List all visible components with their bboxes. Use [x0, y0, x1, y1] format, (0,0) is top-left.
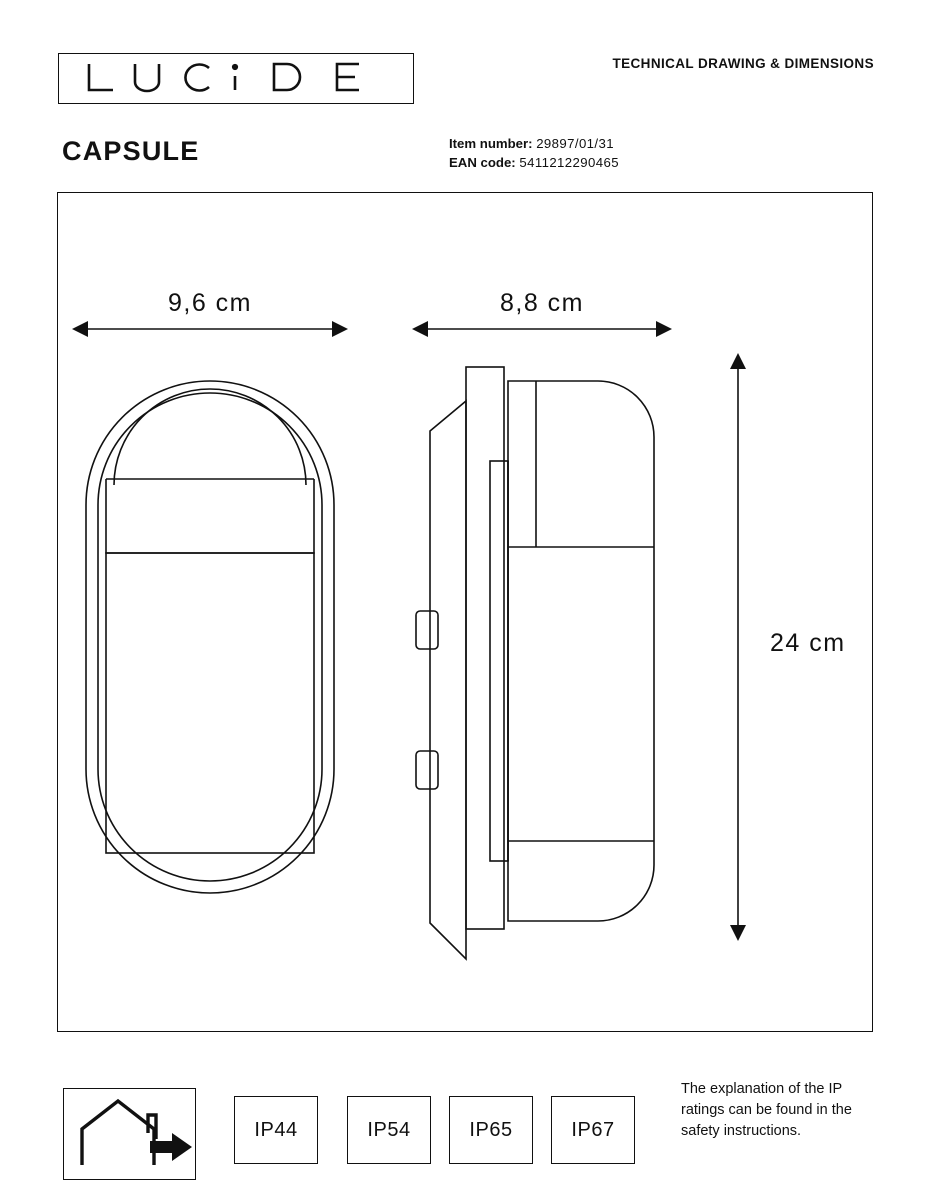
ip-rating-badge-1 — [347, 1096, 431, 1164]
ip-rating-label: IP65 — [469, 1118, 513, 1141]
brand-logo-box — [58, 53, 414, 104]
dimension-height: 24 cm — [770, 629, 846, 657]
house-arrow-icon — [64, 1089, 194, 1178]
ip-rating-badge-2 — [449, 1096, 533, 1164]
drawing-frame — [57, 192, 873, 1032]
item-number-label: Item number: — [449, 136, 533, 151]
ip-explanation-note: The explanation of the IP ratings can be found in the safety instructions. — [681, 1081, 852, 1139]
ean-value: 5411212290465 — [519, 155, 619, 170]
product-meta — [449, 134, 619, 172]
ip-rating-label: IP54 — [367, 1118, 411, 1141]
ip-rating-badge-3 — [551, 1096, 635, 1164]
page-title: CAPSULE — [62, 136, 200, 166]
ean-label: EAN code: — [449, 155, 516, 170]
ip-rating-badge-0 — [234, 1096, 318, 1164]
indoor-outdoor-box — [63, 1088, 196, 1180]
item-number-value: 29897/01/31 — [536, 136, 614, 151]
ip-rating-label: IP67 — [571, 1118, 615, 1141]
dimension-side-width: 8,8 cm — [499, 289, 585, 317]
lucide-logo-icon — [59, 54, 412, 102]
ip-rating-label: IP44 — [254, 1118, 298, 1141]
dimension-front-width: 9,6 cm — [167, 289, 253, 317]
ean-row — [449, 153, 619, 172]
technical-drawing — [58, 193, 872, 1031]
item-number-row — [449, 134, 619, 153]
header-caption: TECHNICAL DRAWING & DIMENSIONS — [612, 56, 874, 71]
